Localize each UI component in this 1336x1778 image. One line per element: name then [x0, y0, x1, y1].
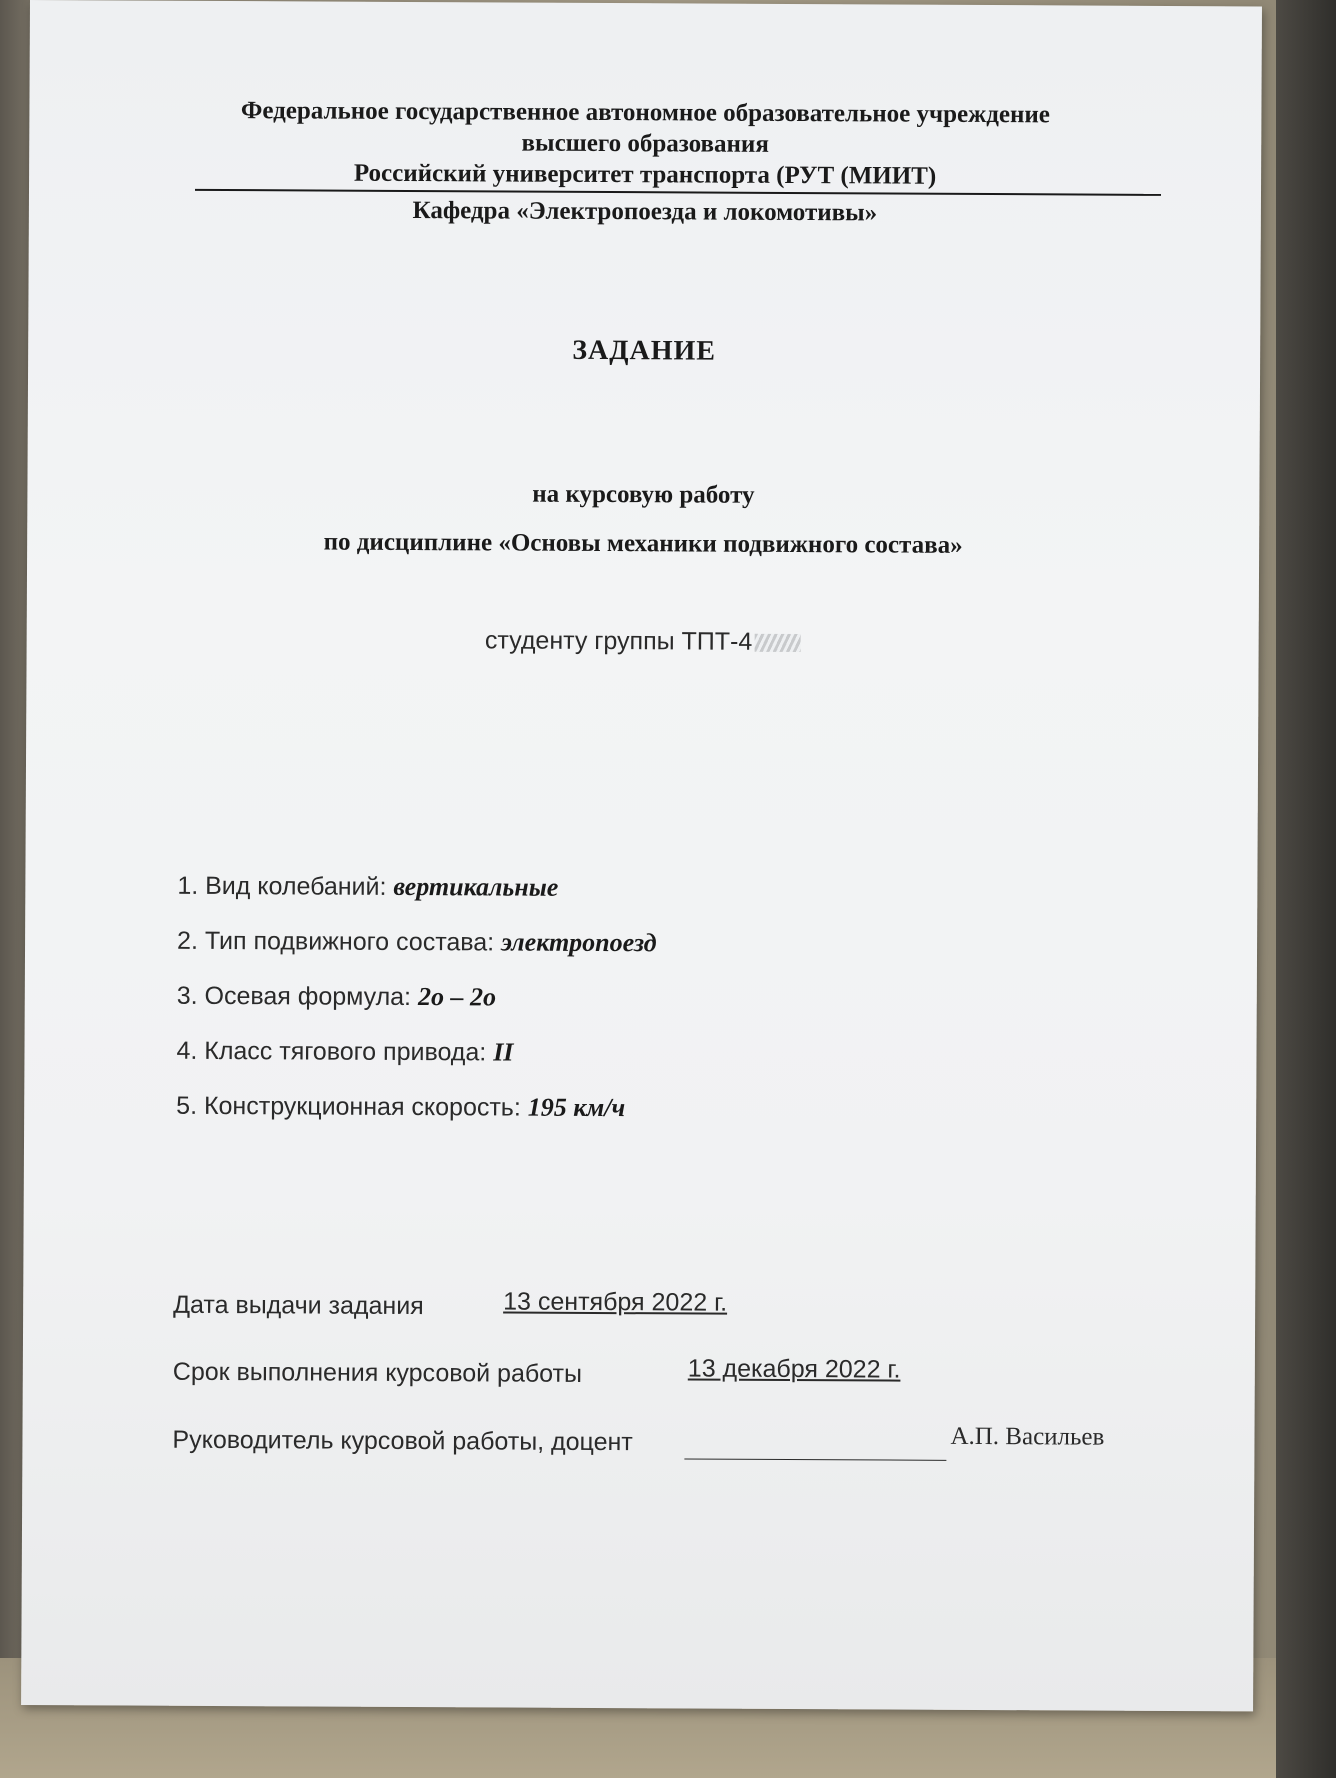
redacted-group-number	[754, 634, 800, 652]
header-department: Кафедра «Электропоезда и локомотивы»	[412, 197, 878, 227]
document-title: ЗАДАНИЕ	[572, 334, 717, 367]
parameter-label: 3. Осевая формула:	[176, 981, 419, 1012]
parameter-rolling-stock-type	[177, 926, 657, 984]
header-institution-line: Федеральное государственное автономное образовательное учреждение	[240, 97, 1050, 129]
parameter-axle-formula	[177, 981, 657, 1039]
header-university-line: Российский университет транспорта (РУТ (МИИТ)	[353, 159, 937, 190]
parameter-oscillation-type	[177, 871, 657, 929]
parameter-label: 1. Вид колебаний:	[177, 871, 394, 901]
parameter-label: 5. Конструкционная скорость:	[176, 1091, 528, 1122]
deadline-value: 13 декабря 2022 г.	[687, 1354, 901, 1384]
subtitle-course-work: на курсовую работу	[532, 480, 755, 509]
student-group-label: студенту группы ТПТ-4	[484, 626, 753, 656]
desk-edge	[1276, 0, 1336, 1778]
signature-line	[684, 1458, 946, 1460]
document-sheet	[21, 0, 1262, 1711]
parameter-label: 2. Тип подвижного состава:	[177, 926, 502, 957]
parameter-design-speed	[176, 1091, 656, 1149]
subtitle-discipline: по дисциплине «Основы механики подвижного состава»	[323, 528, 963, 559]
parameter-value: 2о – 2о	[417, 982, 497, 1012]
supervisor-label: Руководитель курсовой работы, доцент	[172, 1425, 633, 1457]
assignment-parameters	[176, 871, 657, 1149]
student-group	[27, 624, 1259, 659]
parameter-drive-class	[176, 1036, 656, 1094]
parameter-value: II	[493, 1037, 514, 1067]
parameter-value: вертикальные	[393, 871, 559, 902]
supervisor-name: А.П. Васильев	[950, 1422, 1105, 1451]
header-education-line: высшего образования	[521, 129, 769, 158]
parameter-value: 195 км/ч	[527, 1092, 626, 1123]
parameter-label: 4. Класс тягового привода:	[176, 1036, 494, 1067]
deadline-label: Срок выполнения курсовой работы	[172, 1357, 583, 1388]
parameter-value: электропоезд	[501, 927, 657, 958]
issue-date-label: Дата выдачи задания	[173, 1290, 424, 1321]
issue-date-value: 13 сентября 2022 г.	[503, 1287, 728, 1317]
